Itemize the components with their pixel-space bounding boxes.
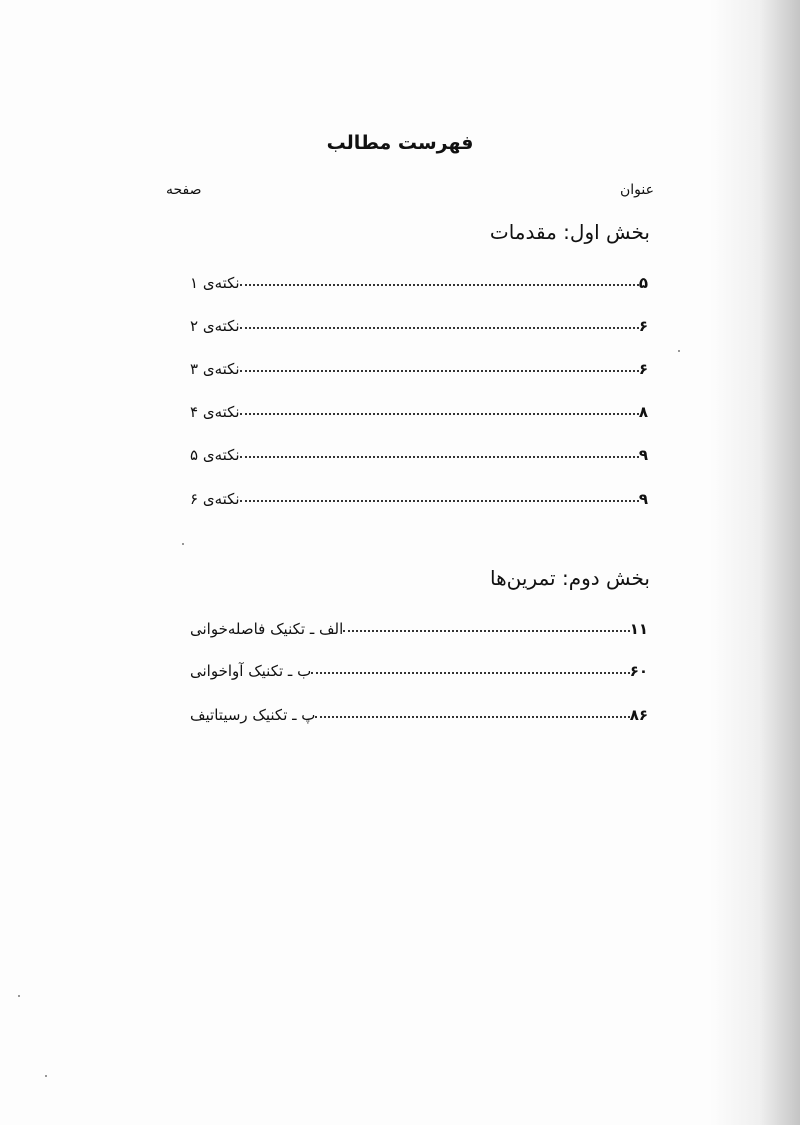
- toc-entry-label: الف ـ تکنیک فاصله‌خوانی: [190, 620, 344, 638]
- toc-entry[interactable]: [186, 311, 650, 335]
- toc-entry-label: نکته‌ی ۵: [190, 446, 240, 464]
- scan-speck: [678, 350, 680, 352]
- dot-leader: [343, 630, 629, 632]
- page-edge-shadow: [710, 0, 800, 1125]
- toc-title: فهرست مطالب: [326, 132, 474, 154]
- toc-entry[interactable]: [186, 484, 650, 508]
- toc-entry[interactable]: [186, 354, 650, 378]
- toc-entry-page: ۶: [638, 360, 648, 378]
- toc-entry-label: نکته‌ی ۲: [190, 317, 240, 335]
- toc-entry-page: ۱۱: [629, 620, 648, 638]
- toc-entry[interactable]: [186, 614, 650, 638]
- toc-entry-page: ۹: [638, 446, 648, 464]
- dot-leader: [240, 370, 639, 372]
- column-header-title: عنوان: [620, 182, 654, 198]
- toc-entry-label: پ ـ تکنیک رسیتاتیف: [190, 706, 316, 724]
- section-heading-1: بخش اول: مقدمات: [489, 220, 650, 244]
- toc-entry[interactable]: [186, 397, 650, 421]
- toc-entry-page: ۶۰: [629, 662, 648, 680]
- toc-entry[interactable]: [186, 656, 650, 680]
- toc-entry-label: نکته‌ی ۶: [190, 490, 240, 508]
- section-heading-2: بخش دوم: تمرین‌ها: [490, 566, 650, 590]
- toc-entry[interactable]: [186, 440, 650, 464]
- toc-entry-label: نکته‌ی ۴: [190, 403, 240, 421]
- toc-entry-page: ۸۶: [629, 706, 648, 724]
- dot-leader: [240, 327, 639, 329]
- toc-entry-page: ۹: [638, 490, 648, 508]
- toc-entry-page: ۶: [638, 317, 648, 335]
- toc-entry-label: نکته‌ی ۱: [190, 274, 240, 292]
- dot-leader: [240, 500, 639, 502]
- dot-leader: [240, 284, 639, 286]
- scan-speck: [182, 543, 184, 545]
- toc-entry-page: ۸: [638, 403, 648, 421]
- toc-entry[interactable]: [186, 268, 650, 292]
- dot-leader: [240, 456, 639, 458]
- toc-entry-label: نکته‌ی ۳: [190, 360, 240, 378]
- dot-leader: [311, 672, 629, 674]
- scan-speck: [45, 1075, 47, 1077]
- toc-entry-label: ب ـ تکنیک آواخوانی: [190, 662, 312, 680]
- toc-entry[interactable]: [186, 700, 650, 724]
- scan-speck: [18, 995, 20, 997]
- column-header-page: صفحه: [166, 182, 202, 198]
- dot-leader: [315, 716, 629, 718]
- toc-entry-page: ۵: [638, 274, 648, 292]
- dot-leader: [240, 413, 639, 415]
